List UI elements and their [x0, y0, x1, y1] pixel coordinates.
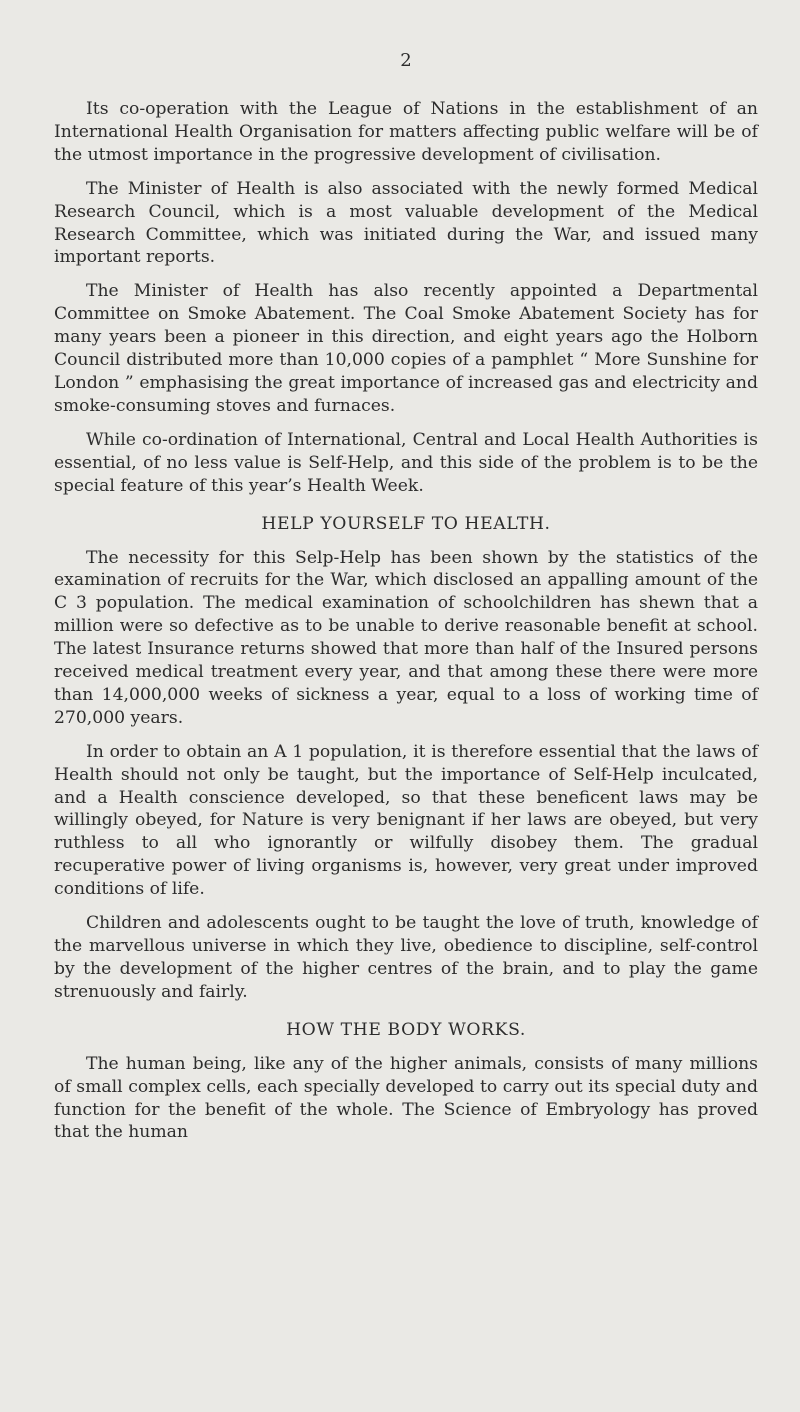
section-heading-body-works: HOW THE BODY WORKS.: [286, 1019, 526, 1040]
paragraph-recruits-statistics: The necessity for this Selp-Help has been shown by the statistics of the examination of recruits for the War, which disclosed an appalling amount of the C 3 population. The medical examination of schoolchildren has shewn that a million were so defective as to be unable to derive reasonable benefit at school. The latest Insurance returns showed that more than half of the Insured persons received medical treatment every year, and that among these there were more than 14,000,000 weeks of sickness a year, equal to a loss of working time of 270,000 years.: [54, 547, 758, 728]
section-heading-help-yourself: HELP YOURSELF TO HEALTH.: [261, 513, 551, 534]
paragraph-children-adolescents: Children and adolescents ought to be taught the love of truth, knowledge of the marvellous universe in which they live, obedience to discipline, self-control by the development of the higher centres of the brain, and to play the game strenuously and fairly.: [54, 913, 758, 1002]
paragraph-smoke-abatement: The Minister of Health has also recently appointed a Departmental Committee on Smoke Abatement. The Coal Smoke Abatement Society has for many years been a pioneer in this direction, and eight years ago the Holborn Council distributed more than 10,000 copies of a pamphlet “ More Sunshine for London ” emphasising the great importance of increased gas and electricity and smoke-consuming stoves and furnaces.: [54, 281, 758, 416]
paragraph-a1-population: In order to obtain an A 1 population, it is therefore essential that the laws of Health should not only be taught, but the importance of Self-Help inculcated, and a Health conscience developed, so that these beneficent laws may be willingly obeyed, for Nature is very benignant if her laws are obeyed, but very ruthless to all who ignorantly or wilfully disobey them. The gradual recuperative power of living organisms is, however, very great under improved conditions of life.: [54, 741, 758, 900]
paragraph-human-being: The human being, like any of the higher animals, consists of many millions of small complex cells, each specially developed to carry out its special duty and function for the benefit of the whole. The Science of Embryology has proved that the human: [54, 1053, 758, 1143]
paragraph-medical-research-council: The Minister of Health is also associated with the newly formed Medical Research Council, which is a most valuable development of the Medical Research Committee, which was initiated during the War, and issued many important reports.: [54, 178, 758, 268]
paragraph-self-help: While co-ordination of International, Central and Local Health Authorities is essential, of no less value is Self-Help, and this side of the problem is to be the special feature of this year’s Health Week.: [54, 429, 758, 496]
paragraph-league-of-nations: Its co-operation with the League of Nations in the establishment of an International Health Organisation for matters affecting public welfare will be of the utmost importance in the progressive development of civilisation.: [54, 99, 758, 165]
page-number: 2: [400, 50, 412, 71]
